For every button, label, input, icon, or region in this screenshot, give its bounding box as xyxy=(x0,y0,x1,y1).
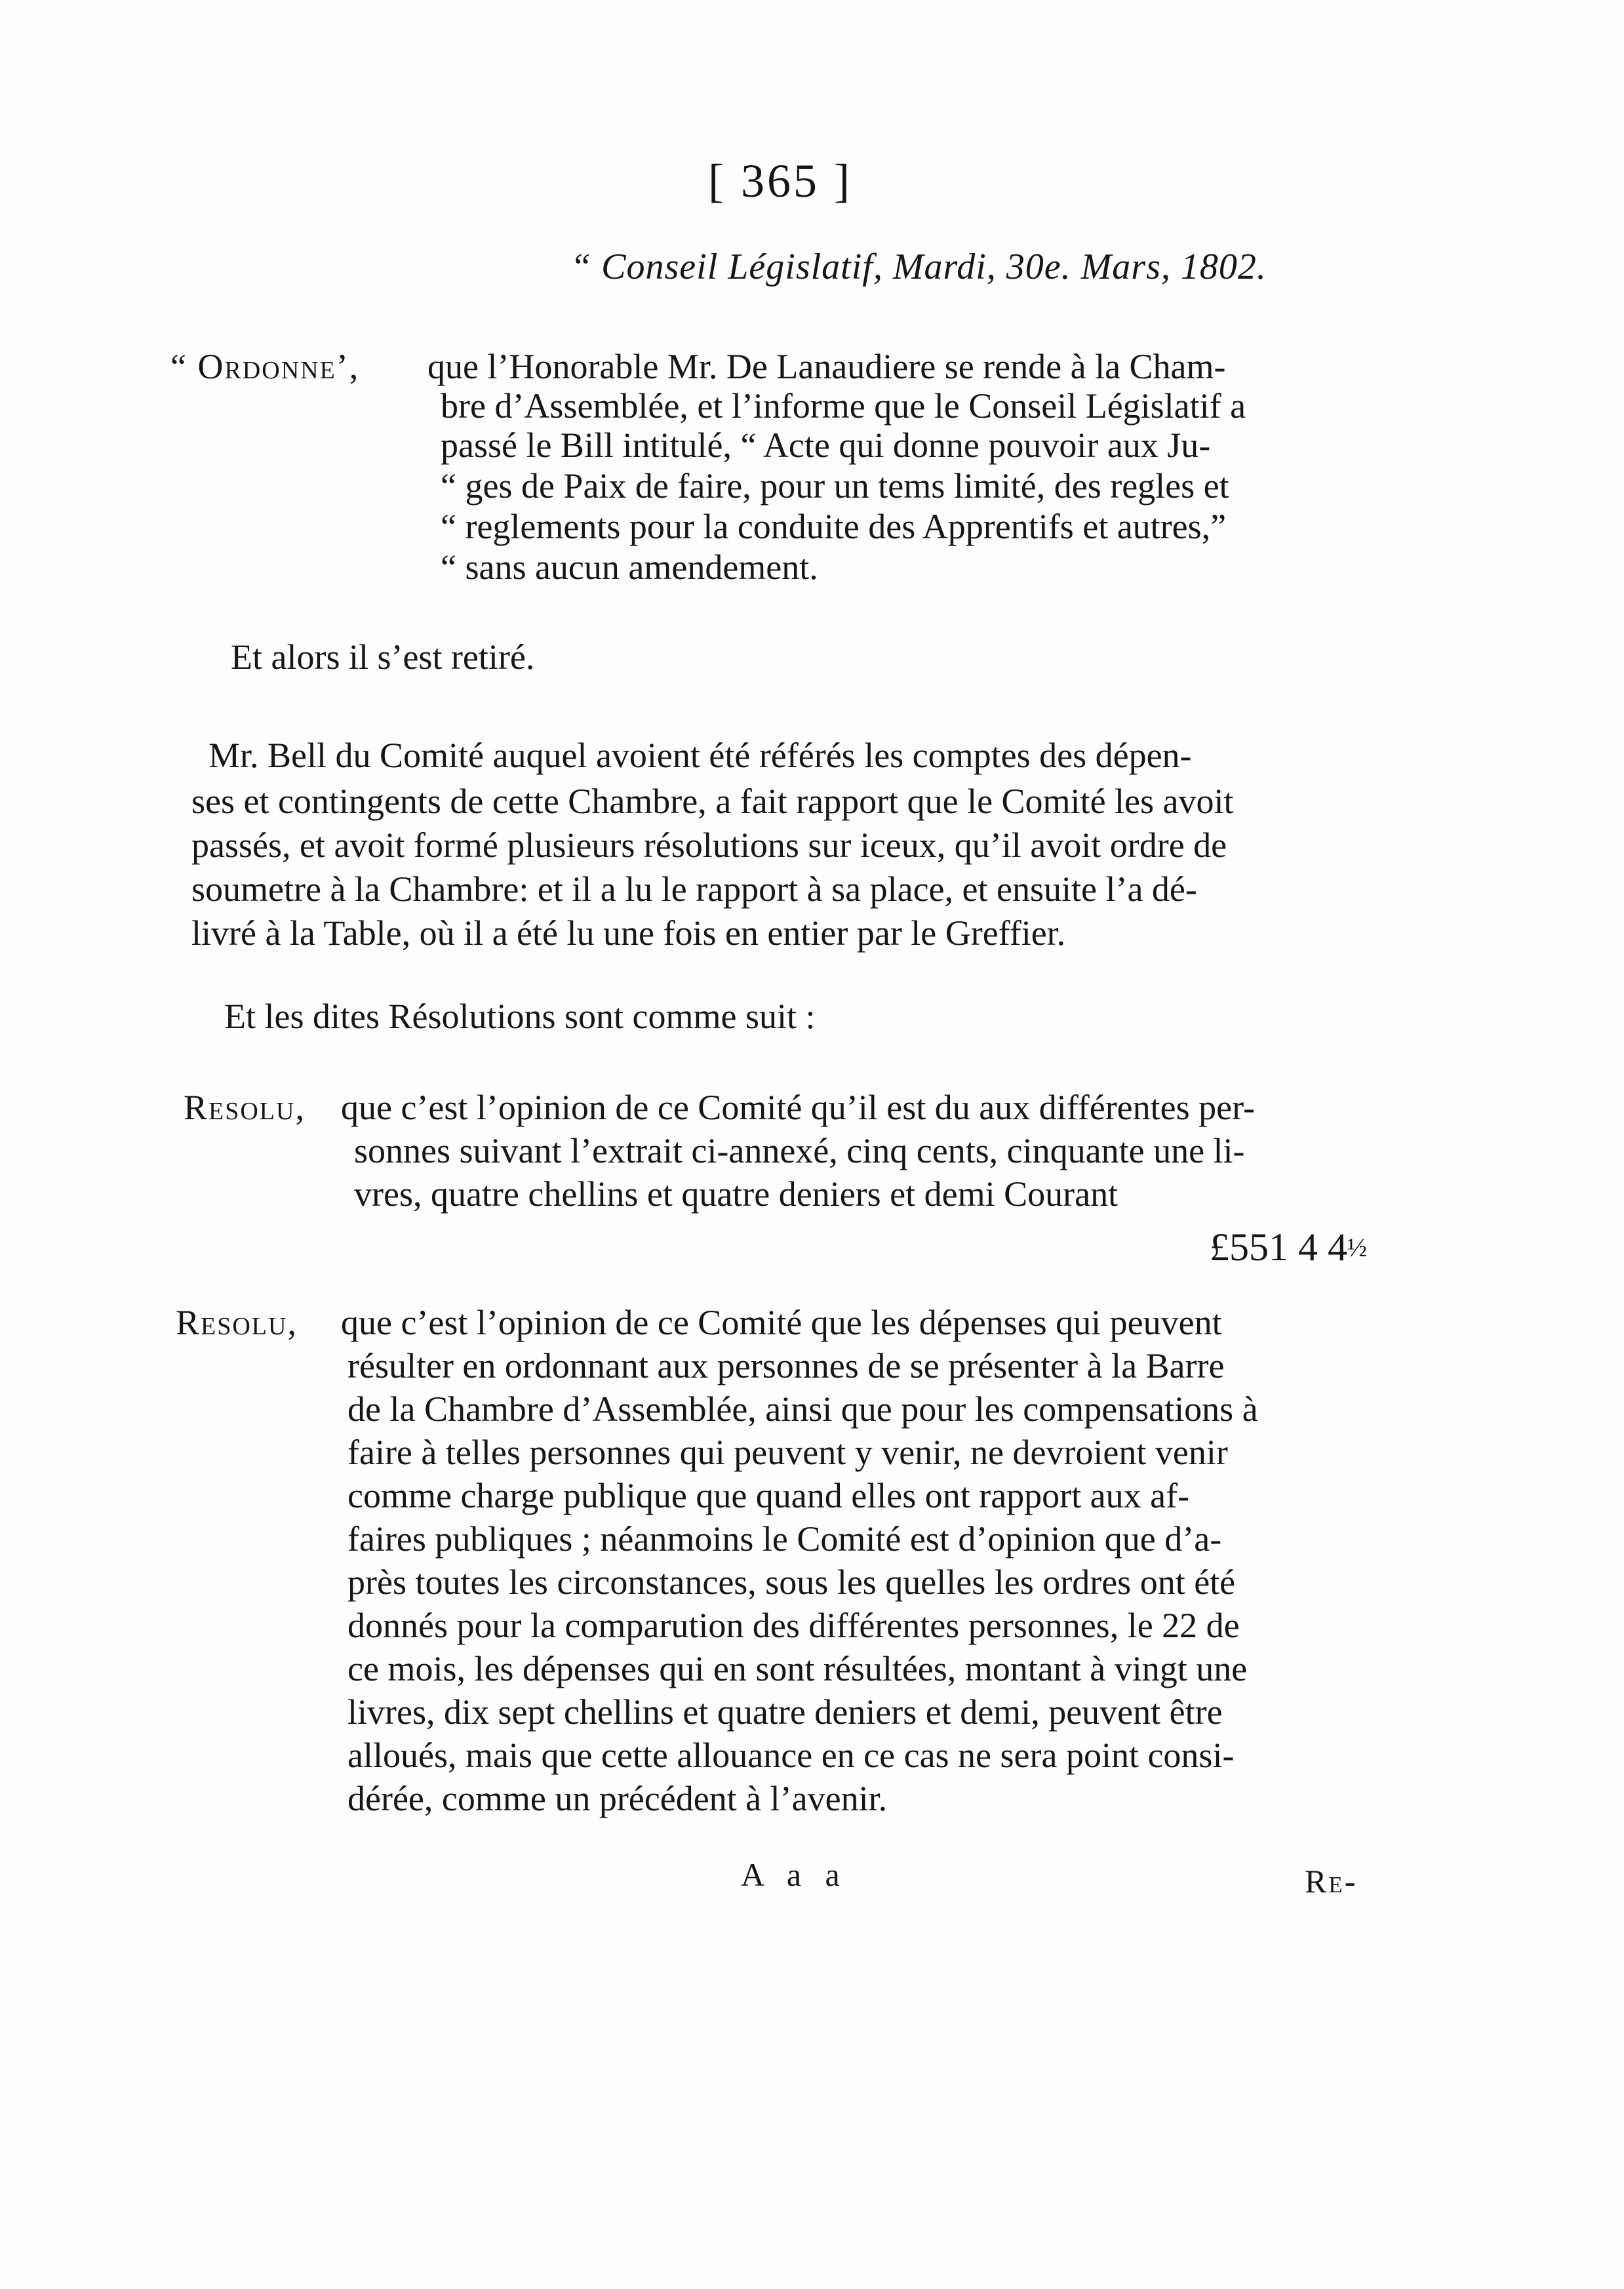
catchword: Re- xyxy=(1305,1863,1358,1900)
resolu2-line: près toutes les circonstances, sous les quelles les ordres ont été xyxy=(347,1562,1236,1602)
sum-amount: £551 4 4 xyxy=(1210,1225,1347,1269)
resolu2-line: que c’est l’opinion de ce Comité que les dépenses qui peuvent xyxy=(341,1303,1222,1342)
resolu2-line: comme charge publique que quand elles ont rapport aux af- xyxy=(347,1476,1190,1515)
resolu1-sum xyxy=(1210,1225,1367,1270)
sum-fraction: ½ xyxy=(1347,1233,1367,1262)
resolu2-line: de la Chambre d’Assemblée, ainsi que pour les compensations à xyxy=(347,1389,1258,1429)
resolu2-line: alloués, mais que cette allouance en ce cas ne sera point consi- xyxy=(347,1736,1235,1775)
resolu-keyword: Resolu, xyxy=(176,1303,298,1342)
page-number: [ 365 ] xyxy=(708,155,852,207)
ordonne-line: que l’Honorable Mr. De Lanaudiere se rende à la Cham- xyxy=(427,347,1226,386)
bell-line: ses et contingents de cette Chambre, a fait rapport que le Comité les avoit xyxy=(191,782,1234,821)
bell-line: livré à la Table, où il a été lu une fois en entier par le Greffier. xyxy=(191,913,1066,953)
resolu2-line: donnés pour la comparution des différentes personnes, le 22 de xyxy=(347,1606,1240,1645)
resolu1-line: vres, quatre chellins et quatre deniers et demi Courant xyxy=(354,1174,1119,1214)
resolu2-line: faires publiques ; néanmoins le Comité est d’opinion que d’a- xyxy=(347,1519,1222,1559)
ordonne-line: “ ges de Paix de faire, pour un tems limité, des regles et xyxy=(441,466,1229,506)
ordonne-line: bre d’Assemblée, et l’informe que le Conseil Législatif a xyxy=(441,386,1246,426)
resolu2-line: ce mois, les dépenses qui en sont résultées, montant à vingt une xyxy=(347,1649,1248,1688)
ordonne-line: “ reglements pour la conduite des Apprentifs et autres,” xyxy=(441,507,1227,546)
ordonne-keyword: “ Ordonne’, xyxy=(170,347,360,386)
resolu2-line: faire à telles personnes qui peuvent y venir, ne devroient venir xyxy=(347,1433,1228,1472)
ordonne-line: passé le Bill intitulé, “ Acte qui donne pouvoir aux Ju- xyxy=(441,426,1211,465)
bell-line: passés, et avoit formé plusieurs résolutions sur iceux, qu’il avoit ordre de xyxy=(191,826,1227,865)
resolu2-line: résulter en ordonnant aux personnes de se présenter à la Barre xyxy=(347,1346,1225,1385)
resolu1-line: que c’est l’opinion de ce Comité qu’il est du aux différentes per- xyxy=(341,1088,1255,1127)
bell-line: soumetre à la Chambre: et il a lu le rapport à sa place, et ensuite l’a dé- xyxy=(191,869,1197,909)
resolu2-line: dérée, comme un précédent à l’avenir. xyxy=(347,1779,888,1818)
retire-line: Et alors il s’est retiré. xyxy=(231,637,535,677)
signature-mark: A a a xyxy=(741,1856,848,1893)
ordonne-line: “ sans aucun amendement. xyxy=(441,547,818,587)
resolu-keyword: Resolu, xyxy=(184,1088,306,1127)
bell-line: Mr. Bell du Comité auquel avoient été référés les comptes des dépen- xyxy=(208,736,1192,775)
resolu2-line: livres, dix sept chellins et quatre deniers et demi, peuvent être xyxy=(347,1692,1223,1732)
resolutions-intro: Et les dites Résolutions sont comme suit : xyxy=(224,997,816,1036)
session-header: “ Conseil Législatif, Mardi, 30e. Mars, 1802. xyxy=(570,247,1267,287)
resolu1-line: sonnes suivant l’extrait ci-annexé, cinq cents, cinquante une li- xyxy=(354,1131,1245,1170)
